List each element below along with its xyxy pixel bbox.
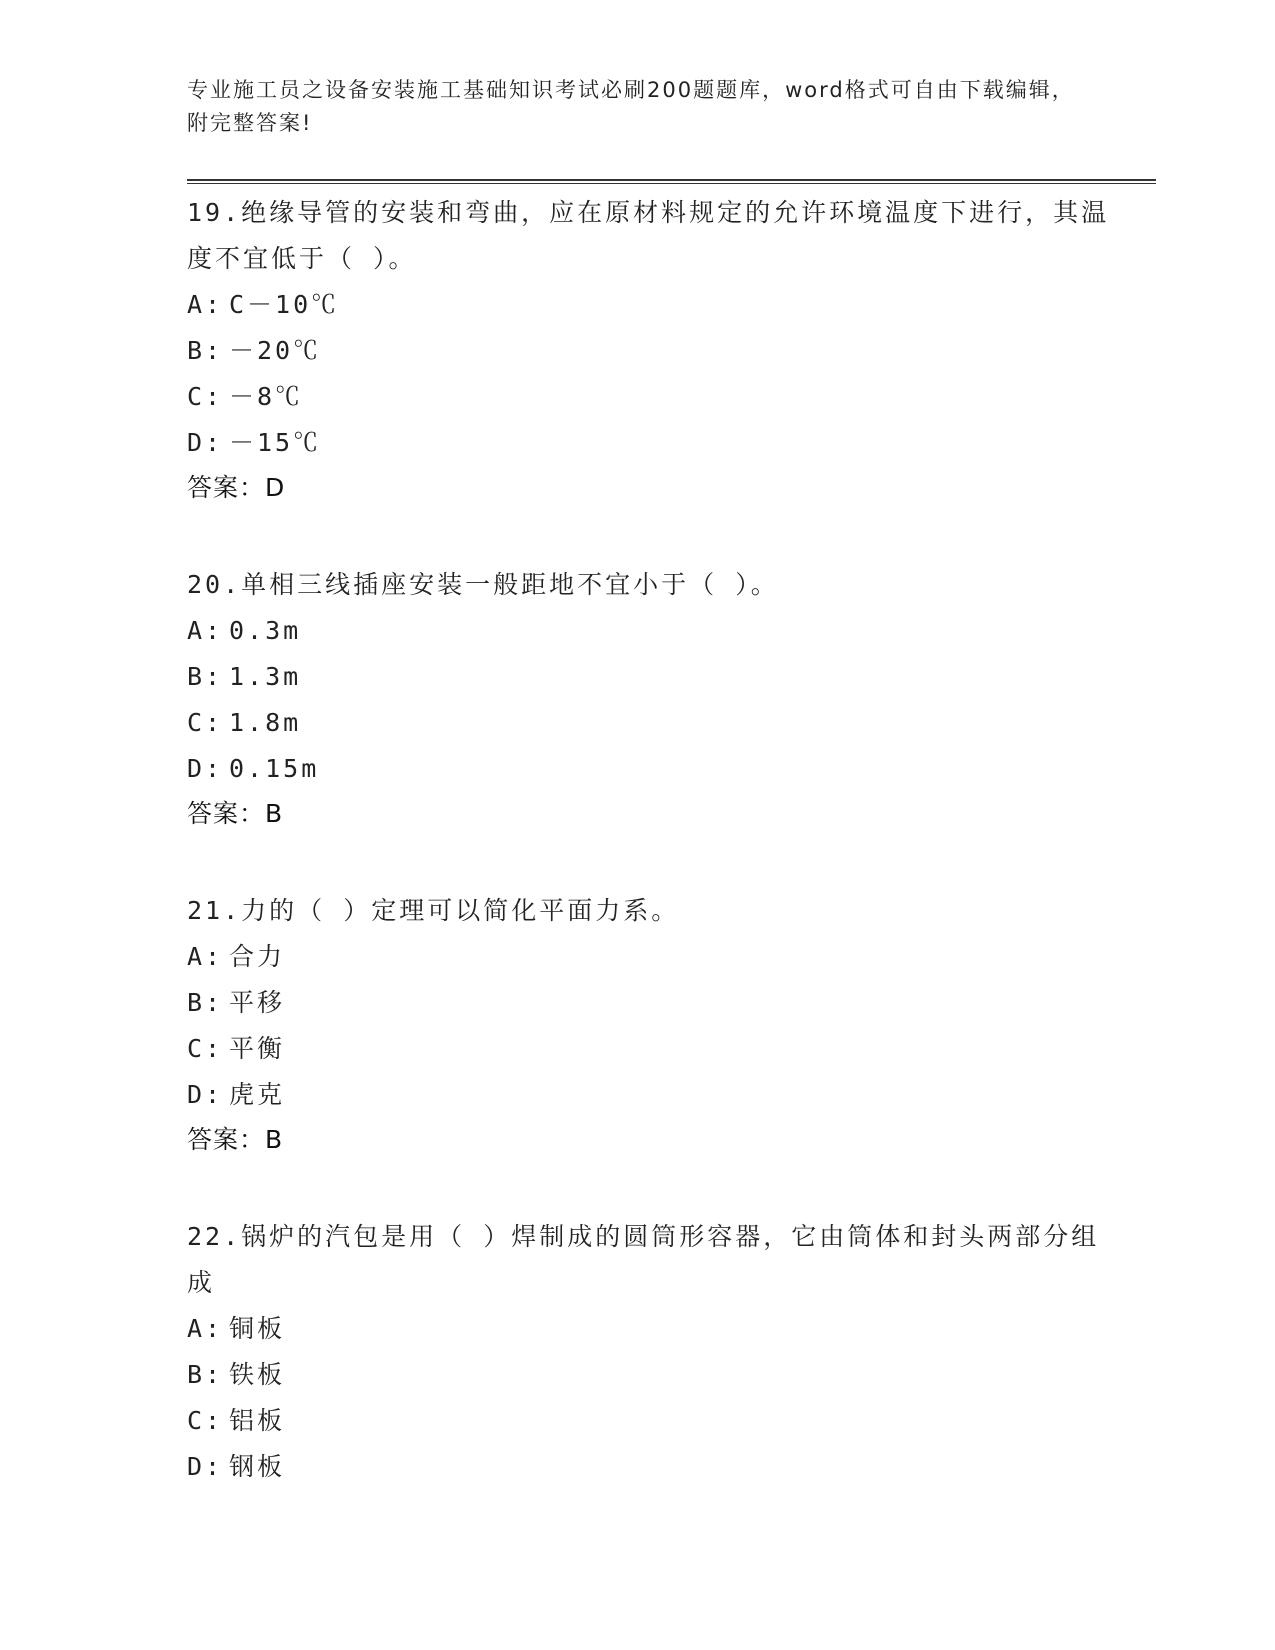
option-c xyxy=(187,700,1117,746)
option-text: 1.8m xyxy=(229,708,302,737)
option-c xyxy=(187,1398,1117,1444)
option-a xyxy=(187,1306,1117,1352)
option-text: 虎克 xyxy=(229,1080,286,1109)
option-key: B: xyxy=(187,988,224,1017)
option-d xyxy=(187,746,1117,792)
answer-line: 答案：D xyxy=(187,473,286,502)
option-a xyxy=(187,608,1117,654)
option-key: A: xyxy=(187,616,224,645)
option-key: B: xyxy=(187,336,224,365)
header-divider-thin xyxy=(187,183,1156,184)
option-text: C－10℃ xyxy=(229,290,340,319)
option-key: B: xyxy=(187,662,224,691)
option-text: －15℃ xyxy=(229,428,322,457)
option-text: 0.15m xyxy=(229,754,320,783)
question-stem: 19.绝缘导管的安装和弯曲，应在原材料规定的允许环境温度下进行，其温度不宜低于（ ）。 xyxy=(187,198,1110,273)
option-a xyxy=(187,282,1117,328)
option-text: 铜板 xyxy=(229,1314,286,1343)
option-text: 钢板 xyxy=(229,1452,286,1481)
option-text: －8℃ xyxy=(229,382,304,411)
option-key: A: xyxy=(187,942,224,971)
option-text: 1.3m xyxy=(229,662,302,691)
question-stem: 21.力的（ ）定理可以简化平面力系。 xyxy=(187,896,680,925)
option-key: B: xyxy=(187,1360,224,1389)
option-b xyxy=(187,1352,1117,1398)
option-key: A: xyxy=(187,1314,224,1343)
option-d xyxy=(187,1444,1117,1490)
option-c xyxy=(187,1026,1117,1072)
question-list xyxy=(187,190,1117,1490)
answer-line: 答案：B xyxy=(187,1125,284,1154)
question-stem: 20.单相三线插座安装一般距地不宜小于（ ）。 xyxy=(187,570,779,599)
option-key: D: xyxy=(187,754,224,783)
option-text: 铝板 xyxy=(229,1406,286,1435)
option-d xyxy=(187,1072,1117,1118)
header-divider-thick xyxy=(187,179,1156,181)
question-19 xyxy=(187,190,1117,510)
document-header xyxy=(187,74,1087,140)
option-text: 铁板 xyxy=(229,1360,286,1389)
option-text: 合力 xyxy=(229,942,286,971)
option-key: D: xyxy=(187,1452,224,1481)
option-c xyxy=(187,374,1117,420)
option-key: C: xyxy=(187,1034,224,1063)
question-21 xyxy=(187,888,1117,1162)
option-key: D: xyxy=(187,1080,224,1109)
option-key: D: xyxy=(187,428,224,457)
option-a xyxy=(187,934,1117,980)
option-text: 平衡 xyxy=(229,1034,286,1063)
option-key: C: xyxy=(187,1406,224,1435)
option-b xyxy=(187,980,1117,1026)
option-d xyxy=(187,420,1117,466)
header-title: 专业施工员之设备安装施工基础知识考试必刷200题题库，word格式可自由下载编辑，附完整答案! xyxy=(187,78,1075,135)
option-b xyxy=(187,654,1117,700)
option-text: －20℃ xyxy=(229,336,322,365)
option-key: C: xyxy=(187,382,224,411)
question-stem: 22.锅炉的汽包是用（ ）焊制成的圆筒形容器，它由筒体和封头两部分组成 xyxy=(187,1222,1100,1297)
option-text: 0.3m xyxy=(229,616,302,645)
answer-line: 答案：B xyxy=(187,799,284,828)
question-20 xyxy=(187,562,1117,836)
question-22 xyxy=(187,1214,1117,1490)
option-key: A: xyxy=(187,290,224,319)
option-text: 平移 xyxy=(229,988,286,1017)
option-key: C: xyxy=(187,708,224,737)
option-b xyxy=(187,328,1117,374)
